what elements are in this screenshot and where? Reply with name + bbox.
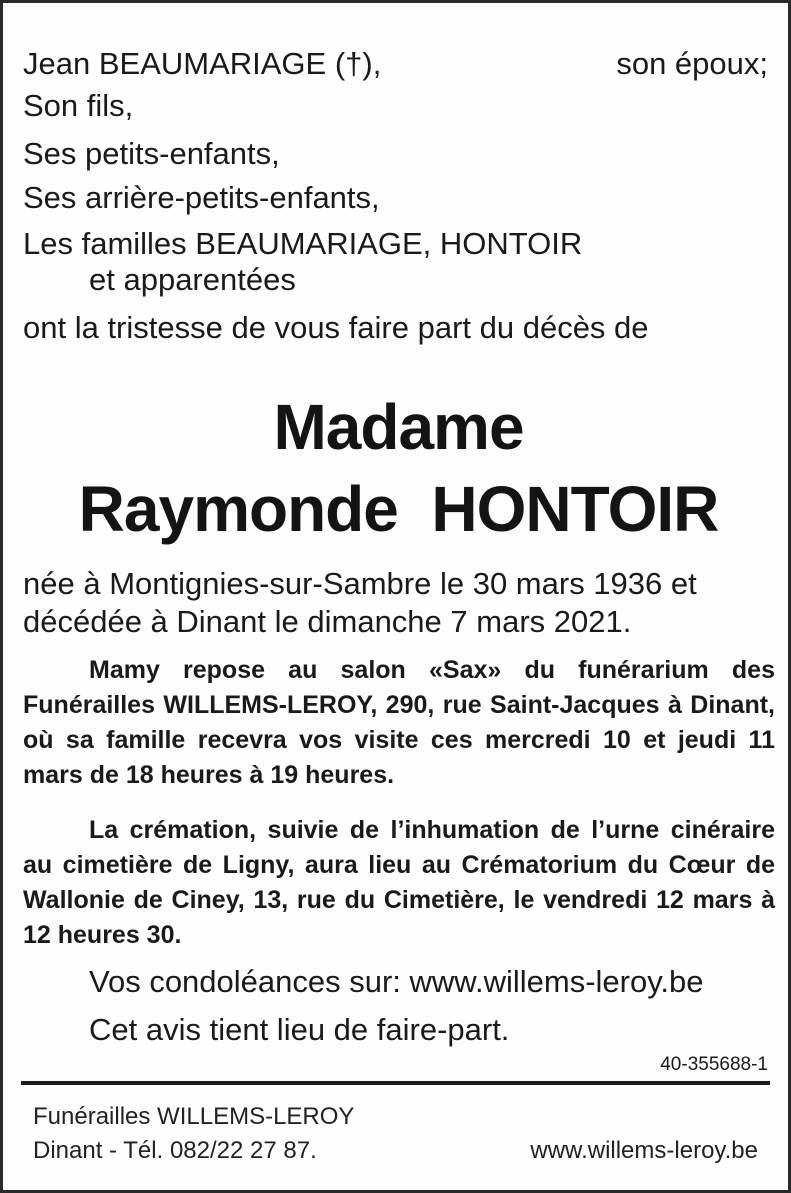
great-grandchildren-line: Ses arrière-petits-enfants, xyxy=(23,180,380,215)
funeral-company: Funérailles WILLEMS-LEROY xyxy=(33,1103,355,1130)
son-line: Son fils, xyxy=(23,88,134,123)
husband-line: Jean BEAUMARIAGE (†), xyxy=(23,46,382,81)
birth-line: née à Montignies-sur-Sambre le 30 mars 1936 et xyxy=(23,566,697,601)
relatives-line: et apparentées xyxy=(89,262,296,297)
notice-line: Cet avis tient lieu de faire-part. xyxy=(89,1012,510,1047)
cremation-paragraph: La crémation, suivie de l’inhumation de l’urne cinéraire au cimetière de Ligny, aura lieu au Crématorium du Cœur de Wallonie de Ciney, 13, rue du Cimetière, le vendredi 12 mars à 12 heures 30. xyxy=(23,816,775,949)
divider xyxy=(21,1081,770,1085)
deceased-name: Raymonde HONTOIR xyxy=(78,473,719,545)
company-address-phone: Dinant - Tél. 082/22 27 87. xyxy=(33,1137,317,1164)
condolences-line: Vos condoléances sur: www.willems-leroy.be xyxy=(89,964,704,999)
announcement-line: ont la tristesse de vous faire part du décès de xyxy=(23,310,649,345)
death-line: décédée à Dinant le dimanche 7 mars 2021. xyxy=(23,604,632,639)
company-website: www.willems-leroy.be xyxy=(530,1137,758,1164)
deceased-title: Madame xyxy=(273,391,524,463)
visitation-paragraph: Mamy repose au salon «Sax» du funérarium des Funérailles WILLEMS-LEROY, 290, rue Saint-Jacques à Dinant, où sa famille recevra vos visite ces mercredi 10 et jeudi 11 mars de 18 heures à 19 heures. xyxy=(23,656,775,789)
reference-number: 40-355688-1 xyxy=(660,1054,768,1075)
grandchildren-line: Ses petits-enfants, xyxy=(23,136,280,171)
husband-relation: son époux; xyxy=(616,46,768,81)
families-line: Les familles BEAUMARIAGE, HONTOIR xyxy=(23,226,583,261)
